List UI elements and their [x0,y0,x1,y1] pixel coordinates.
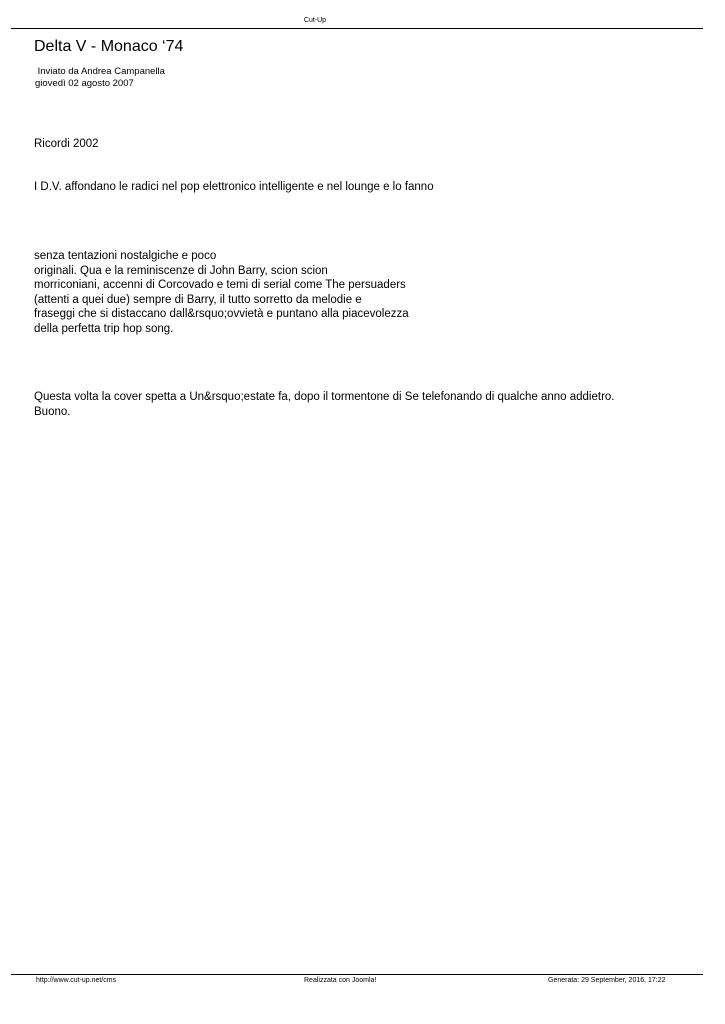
paragraph-intro: I D.V. affondano le radici nel pop elettronico intelligente e nel lounge e lo fanno [34,181,434,193]
header-divider [11,28,703,29]
body-line: originali. Qua e la reminiscenze di John Barry, scion scion [34,264,328,277]
site-header-title: Cut-Up [303,17,327,24]
paragraph-body [34,249,409,336]
body-line: (attenti a quei due) sempre di Barry, il tutto sorretto da melodie e [34,293,362,306]
footer-url-link[interactable]: http://www.cut-up.net/cms [36,977,117,984]
article-title: Delta V - Monaco ‘74 [34,38,184,55]
conclusion-line: Questa volta la cover spetta a Un&rsquo;estate fa, dopo il tormentone di Se telefonando di qualche anno addietro. [34,391,615,403]
footer-divider [11,974,703,975]
body-line: della perfetta trip hop song. [34,322,174,335]
footer-generated: Generata: 29 September, 2016, 17:22 [548,977,666,984]
conclusion-line: Buono. [34,405,71,418]
footer-credit: Realizzata con Joomla! [304,977,377,984]
body-line: fraseggi che si distaccano dall&rsquo;ovvietà e puntano alla piacevolezza [34,308,409,320]
article-meta [35,66,165,89]
paragraph-conclusion [34,390,615,419]
author-line: Inviato da Andrea Campanella [35,66,165,77]
body-line: morriconiani, accenni di Corcovado e temi di serial come The persuaders [34,279,406,291]
body-line: senza tentazioni nostalgiche e poco [34,250,217,262]
date-line: giovedì 02 agosto 2007 [35,77,134,89]
paragraph-subtitle: Ricordi 2002 [34,138,99,150]
